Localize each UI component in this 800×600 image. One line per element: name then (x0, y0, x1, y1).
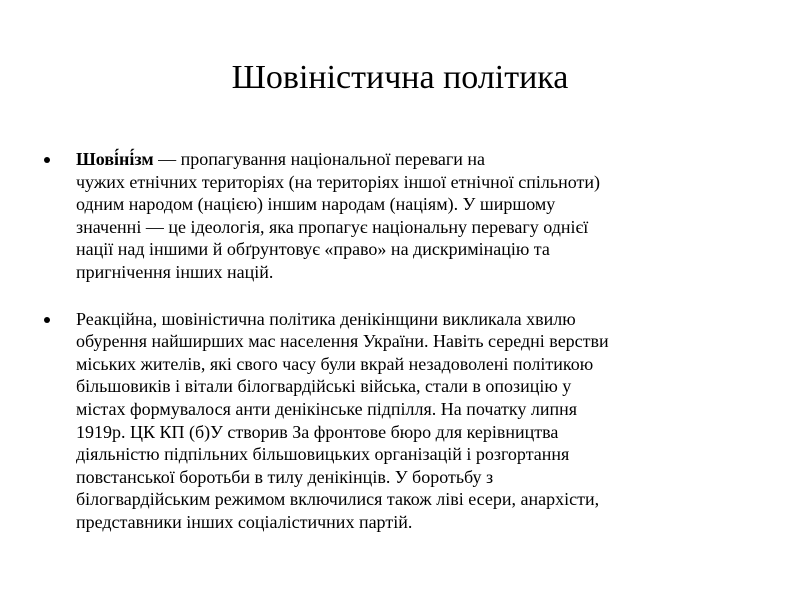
bullet-line: нації над іншими й обґрунтовує «право» на дискримінацію та (76, 239, 550, 260)
term-heading: Шові́ні́зм (76, 149, 154, 169)
bullet-dot-icon (44, 317, 50, 323)
bullet-line-text: — пропагування національної переваги на (153, 149, 485, 169)
bullet-line: пригнічення інших націй. (76, 261, 274, 282)
bullet-line: значенні — це ідеологія, яка пропагує національну перевагу однієї (76, 216, 589, 237)
bullet-line: діяльністю підпільних більшовицьких організацій і розгортання (76, 444, 570, 465)
bullet-line: білогвардійським режимом включилися також ліві есери, анархісти, (76, 489, 600, 510)
bullet-list (0, 148, 800, 534)
bullet-line: містах формувалося анти денікінське підпілля. На початку липня (76, 398, 578, 419)
bullet-line: 1919р. ЦК КП (б)У створив За фронтове бюро для керівництва (76, 421, 559, 442)
bullet-dot-icon (44, 157, 50, 163)
bullet-line: представники інших соціалістичних партій. (76, 511, 413, 532)
slide-title: Шовіністична політика (231, 59, 569, 96)
bullet-line: чужих етнічних територіях (на територіях іншої етнічної спільноти) (76, 171, 600, 192)
bullet-line (76, 148, 760, 171)
bullet-line: міських жителів, які свого часу були вкрай незадоволені політикою (76, 353, 594, 374)
bullet-line: Реакційна, шовіністична політика денікінщини викликала хвилю (76, 308, 576, 329)
bullet-line: повстанської боротьби в тилу денікінців. У боротьбу з (76, 466, 494, 487)
bullet-line: більшовиків і вітали білогвардійські війська, стали в опозицію у (76, 376, 572, 397)
bullet-item-chauvinism-definition (0, 148, 800, 284)
bullet-line: обурення найширших мас населення України. Навіть середні верстви (76, 331, 609, 352)
bullet-item-denikin-policy (0, 308, 800, 534)
bullet-line: одним народом (нацією) іншим народам (націям). У ширшому (76, 194, 556, 215)
